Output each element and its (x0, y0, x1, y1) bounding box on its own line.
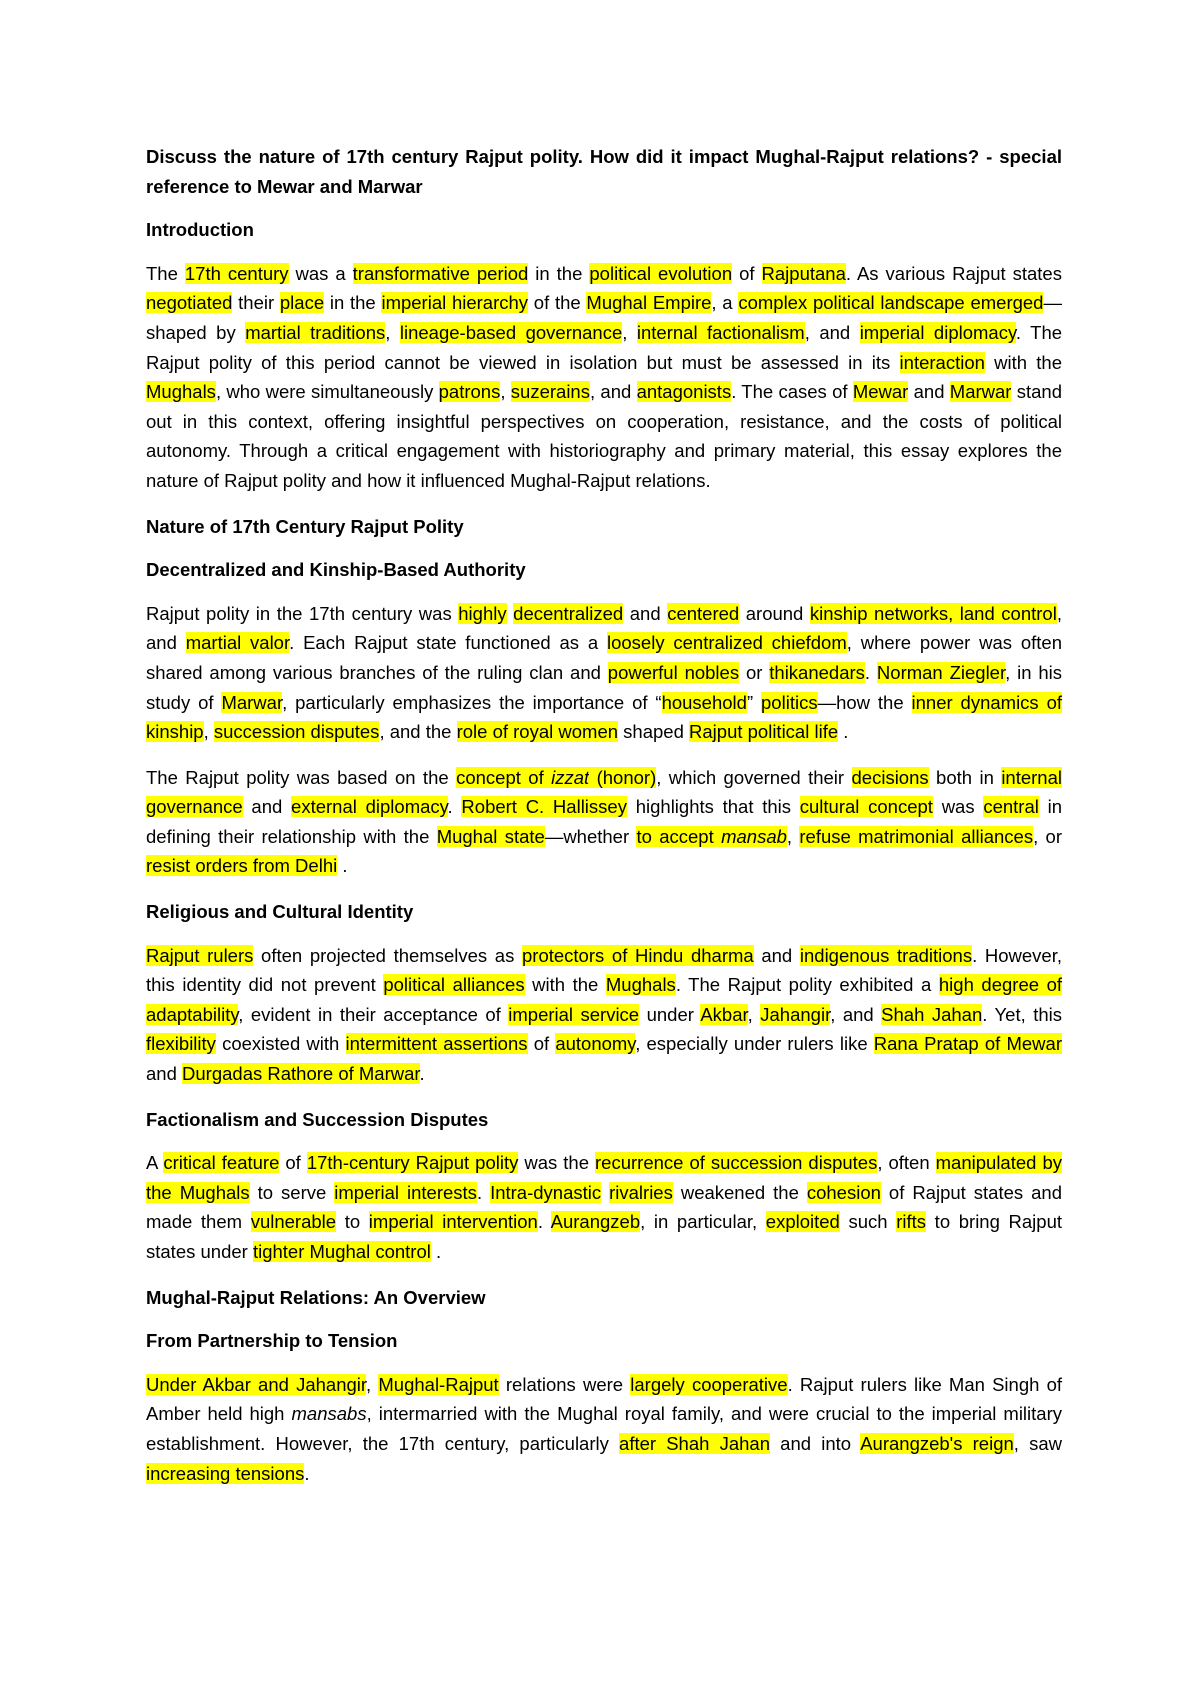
text-run: . As various Rajput states (845, 262, 1062, 284)
text-run: , in his study of (146, 661, 1063, 713)
highlighted-text: lineage-based governance (399, 321, 623, 343)
text-run: of (279, 1152, 307, 1174)
highlighted-text: Rajput political life (689, 721, 839, 743)
highlighted-text: autonomy (555, 1033, 636, 1055)
highlighted-text: Rajputana (761, 262, 846, 284)
highlighted-text: largely cooperative (630, 1373, 788, 1395)
text-run: , (366, 1373, 379, 1395)
highlighted-text: complex political landscape emerged (738, 292, 1044, 314)
highlighted-text: Akbar (700, 1003, 748, 1025)
text-run: shaped (618, 721, 690, 743)
section-heading: Mughal-Rajput Relations: An Overview (146, 1286, 486, 1308)
highlighted-text: centered (667, 602, 740, 624)
text-run: —whether (544, 825, 637, 847)
text-run: , where power was often shared among various branches of the ruling clan and (146, 632, 1062, 683)
text-run: . (419, 1063, 425, 1085)
highlighted-text: 17th-century Rajput polity (306, 1152, 519, 1174)
highlighted-text: Rajput rulers (146, 944, 254, 966)
text-run: to (336, 1211, 369, 1233)
text-run: , especially under rulers like (635, 1033, 874, 1055)
document-page (146, 142, 1062, 1504)
highlighted-text: Robert C. Hallissey (461, 796, 627, 818)
highlighted-text: succession disputes (213, 721, 380, 743)
text-run: , (622, 321, 637, 343)
text-run: in defining their relationship with the (146, 796, 1063, 847)
text-run: to bring Rajput states under (146, 1211, 1063, 1262)
text-run: , (786, 825, 800, 847)
highlighted-text: Mughals (605, 974, 676, 996)
text-run: ” (746, 691, 762, 713)
text-run: , or (1033, 825, 1062, 847)
text-run: under (639, 1003, 701, 1025)
highlighted-text: martial valor (185, 632, 290, 654)
highlighted-text: negotiated (146, 292, 233, 314)
text-run: . (337, 855, 348, 877)
body-paragraph (146, 763, 1062, 881)
text-run: , and (830, 1003, 882, 1025)
highlighted-text: inner dynamics of kinship (146, 691, 1062, 743)
text-run (292, 1403, 367, 1424)
text-run: with the (524, 974, 606, 996)
highlighted-text: exploited (765, 1211, 840, 1233)
highlighted-text: Norman Ziegler (876, 661, 1006, 683)
text-run: , who were simultaneously (215, 381, 439, 403)
highlighted-text: refuse matrimonial alliances (799, 825, 1034, 847)
highlighted-text: indigenous traditions (799, 944, 973, 966)
highlighted-text: protectors of Hindu dharma (522, 944, 754, 966)
highlighted-text: Aurangzeb's reign (860, 1432, 1014, 1454)
section-heading: Factionalism and Succession Disputes (146, 1108, 489, 1130)
text-run: , particularly emphasizes the importance of “ (282, 691, 662, 713)
text-run: with the (984, 351, 1062, 373)
text-run: A (146, 1152, 164, 1174)
highlighted-text: patrons (438, 381, 501, 403)
text-run: . However, this identity did not prevent (146, 944, 1062, 996)
highlighted-text: rivalries (609, 1181, 673, 1203)
text-run: of (732, 262, 762, 284)
text-run: such (839, 1211, 897, 1233)
text-run: coexisted with (215, 1033, 346, 1055)
highlighted-text: political alliances (383, 974, 525, 996)
highlighted-text: tighter Mughal control (252, 1241, 431, 1262)
text-run: , which governed their (656, 766, 852, 788)
highlighted-text: role of royal women (456, 721, 619, 743)
text-run: in the (324, 292, 382, 314)
section-heading: Introduction (146, 219, 254, 241)
text-run: . Rajput rulers like Man Singh of Amber held high (146, 1373, 1063, 1425)
body-paragraph (146, 1148, 1062, 1266)
highlighted-text: Mughals (146, 381, 216, 403)
text-run: weakened the (672, 1181, 807, 1203)
text-run: and (623, 602, 668, 624)
highlighted-text: increasing tensions (146, 1462, 305, 1484)
text-run: —shaped by (146, 292, 1062, 343)
highlighted-text: imperial service (508, 1003, 640, 1025)
text-run: and into (770, 1432, 861, 1454)
text-run: was a (288, 262, 353, 284)
text-run: highlights that this (626, 796, 800, 818)
text-run: stand out in this context, offering insightful perspectives on cooperation, resistance, and the costs of political autonomy. Through a critical engagement with historiography and primary material, this essay explores the nature of Rajput polity and how it influenced Mughal-Rajput relations. (146, 381, 1062, 491)
document-body (146, 215, 1062, 1488)
section-heading: Decentralized and Kinship-Based Authority (146, 559, 526, 581)
highlighted-text: resist orders from Delhi (146, 855, 338, 877)
text-run: . The cases of (731, 381, 853, 403)
text-run: . (476, 1181, 491, 1203)
highlighted-text: Mughal state (436, 825, 545, 847)
text-run: , (385, 321, 400, 343)
text-run: , a (711, 292, 739, 314)
highlighted-text: Under Akbar and Jahangir (146, 1373, 367, 1395)
highlighted-text: politics (761, 691, 818, 713)
text-run: relations were (498, 1373, 631, 1395)
highlighted-text: kinship networks, land control (809, 602, 1057, 624)
highlighted-text: 17th century (184, 262, 289, 284)
highlighted-text: imperial interests (334, 1181, 477, 1203)
highlighted-text: recurrence of succession disputes (595, 1152, 878, 1174)
italic-term: mansab (721, 825, 787, 847)
highlighted-text: Mughal-Rajput (378, 1373, 499, 1395)
highlighted-text (551, 767, 589, 788)
highlighted-text: suzerains (510, 381, 590, 403)
text-run: . (430, 1241, 442, 1262)
highlighted-text: cohesion (806, 1181, 881, 1203)
text-run: The (146, 262, 185, 284)
italic-term: izzat (551, 766, 590, 788)
text-run: . The Rajput polity of this period cannot be viewed in isolation but must be assessed in its (146, 321, 1063, 373)
highlighted-text: Mewar (852, 381, 909, 403)
highlighted-text: household (661, 691, 747, 713)
highlighted-text: Rana Pratap of Mewar (873, 1033, 1062, 1055)
text-run: . (537, 1211, 551, 1233)
text-run: to serve (249, 1181, 335, 1203)
highlighted-text: Durgadas Rathore of Marwar (182, 1063, 420, 1085)
body-paragraph (146, 941, 1062, 1089)
text-run: around (739, 602, 810, 624)
highlighted-text: cultural concept (799, 796, 933, 818)
highlighted-text: critical feature (163, 1152, 280, 1174)
text-run: was (932, 796, 984, 818)
section-heading: Religious and Cultural Identity (146, 901, 414, 923)
body-paragraph (146, 599, 1062, 747)
highlighted-text: imperial diplomacy (859, 321, 1016, 343)
text-run: , and the (379, 721, 457, 743)
text-run (601, 1182, 609, 1203)
highlighted-text: martial traditions (245, 321, 386, 343)
text-run: , (500, 381, 511, 403)
text-run: in the (528, 262, 590, 284)
highlighted-text: Mughal Empire (586, 292, 712, 314)
text-run: . The Rajput polity exhibited a (675, 974, 939, 996)
text-run: or (739, 661, 770, 683)
highlighted-text: decentralized (513, 602, 624, 624)
body-paragraph (146, 1370, 1062, 1488)
highlighted-text: loosely centralized chiefdom (606, 632, 847, 654)
text-run: of (527, 1033, 556, 1055)
text-run: —how the (817, 691, 912, 713)
highlighted-text: Jahangir (760, 1003, 831, 1025)
highlighted-text: thikanedars (769, 661, 865, 683)
text-run: and (753, 944, 800, 966)
highlighted-text: external diplomacy (291, 796, 448, 818)
text-run: of the (528, 292, 587, 314)
highlighted-text: rifts (896, 1211, 927, 1233)
highlighted-text: central (983, 796, 1039, 818)
highlighted-text (721, 826, 787, 847)
text-run: Rajput polity in the 17th century was (146, 602, 459, 624)
highlighted-text: flexibility (146, 1033, 216, 1055)
highlighted-text: highly (458, 602, 507, 624)
document-title: Discuss the nature of 17th century Rajput polity. How did it impact Mughal-Rajput relations? - special reference to Mewar and Marwar (146, 146, 1062, 197)
highlighted-text: internal governance (146, 766, 1062, 818)
highlighted-text: imperial hierarchy (381, 292, 529, 314)
highlighted-text: Shah Jahan (881, 1003, 983, 1025)
text-run: often projected themselves as (253, 944, 522, 966)
text-run: , (747, 1003, 761, 1025)
highlighted-text: manipulated by the Mughals (146, 1152, 1062, 1203)
text-run: their (232, 292, 280, 314)
highlighted-text: intermittent assertions (345, 1033, 528, 1055)
highlighted-text: Marwar (949, 381, 1012, 403)
text-run: , and (589, 381, 637, 403)
text-run: and (908, 381, 950, 403)
text-run: , intermarried with the Mughal royal family, and were crucial to the imperial military establishment. However, the 17th century, particularly (146, 1403, 1062, 1454)
body-paragraph (146, 259, 1062, 496)
highlighted-text: imperial intervention (368, 1211, 538, 1233)
text-run: . (304, 1462, 310, 1484)
highlighted-text: Marwar (221, 691, 283, 713)
highlighted-text: concept of (456, 766, 552, 788)
highlighted-text: Aurangzeb (550, 1211, 641, 1233)
text-run: . Yet, this (982, 1003, 1062, 1025)
text-run: . (864, 661, 877, 683)
text-run: The Rajput polity was based on the (146, 766, 457, 788)
text-run: , saw (1013, 1432, 1062, 1454)
text-run: , and (146, 602, 1062, 654)
text-run: , evident in their acceptance of (238, 1003, 509, 1025)
text-run: was the (518, 1152, 596, 1174)
text-run: and (242, 796, 292, 818)
highlighted-text: to accept (636, 825, 722, 847)
italic-term: mansabs (291, 1403, 367, 1425)
highlighted-text: place (279, 292, 325, 314)
text-run: . (447, 796, 462, 818)
highlighted-text: interaction (899, 351, 985, 373)
section-heading: Nature of 17th Century Rajput Polity (146, 515, 464, 537)
highlighted-text: political evolution (589, 262, 733, 284)
text-run: both in (928, 766, 1002, 788)
text-run: . (838, 721, 849, 743)
text-run: , (203, 721, 214, 743)
highlighted-text: transformative period (352, 262, 529, 284)
highlighted-text: antagonists (636, 381, 732, 403)
section-heading: From Partnership to Tension (146, 1330, 398, 1352)
text-run: , often (877, 1152, 936, 1174)
highlighted-text: high degree of adaptability (146, 974, 1063, 1025)
text-run: . Each Rajput state functioned as a (289, 632, 607, 654)
text-run: of Rajput states and made them (146, 1181, 1062, 1233)
highlighted-text: Intra-dynastic (490, 1181, 602, 1203)
highlighted-text: decisions (851, 766, 929, 788)
text-run: , and (804, 321, 860, 343)
text-run: and (146, 1063, 183, 1085)
highlighted-text: powerful nobles (607, 661, 740, 683)
highlighted-text: (honor) (589, 766, 657, 788)
highlighted-text: vulnerable (250, 1211, 337, 1233)
text-run: , in particular, (640, 1211, 766, 1233)
highlighted-text: internal factionalism (636, 321, 805, 343)
highlighted-text: after Shah Jahan (619, 1432, 771, 1454)
